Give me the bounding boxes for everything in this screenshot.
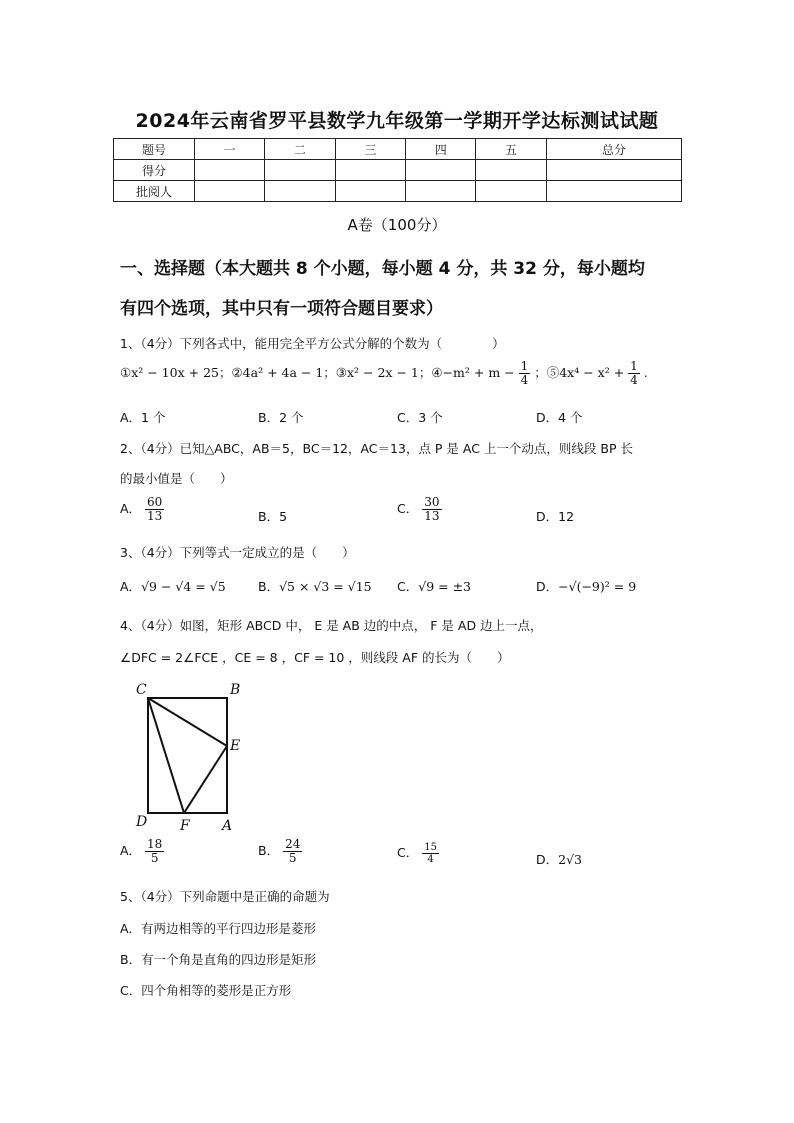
q1-expr1: ①x² − 10x + 25；②4a² + 4a − 1；③x² − 2x − 1；④−m² + m − (120, 365, 515, 381)
q2-stem-line1: 2、（4分）已知△ABC，AB＝5，BC＝12，AC＝13，点 P 是 AC 上一个动点，则线段 BP 长 (120, 441, 633, 456)
reviewer-cell[interactable] (476, 181, 546, 202)
part1-heading-line1: 一、选择题（本大题共 8 个小题，每小题 4 分，共 32 分，每小题均 (120, 259, 645, 279)
q3-option-b[interactable]: B．√5 × √3 = √15 (258, 579, 372, 594)
q1-option-d[interactable]: D．4 个 (536, 410, 583, 425)
label-a: A (222, 818, 233, 833)
score-cell[interactable] (406, 160, 476, 181)
q4-option-d[interactable]: D．2√3 (536, 852, 583, 867)
rectangle-figure (132, 678, 262, 833)
q5-option-c[interactable]: C．四个角相等的菱形是正方形 (120, 983, 292, 998)
header-cell: 五 (476, 139, 546, 160)
q4-stem-line1: 4、（4分）如图，矩形 ABCD 中， E 是 AB 边的中点， F 是 AD 边上一点， (120, 618, 543, 633)
reviewer-row (114, 181, 682, 202)
q3-option-d[interactable]: D．−√(−9)² = 9 (536, 579, 637, 594)
q4-option-b[interactable]: B． $\frac{24}{5}$ (258, 837, 301, 866)
header-cell: 一 (195, 139, 265, 160)
reviewer-cell[interactable] (195, 181, 265, 202)
score-cell[interactable] (335, 160, 405, 181)
reviewer-cell[interactable] (335, 181, 405, 202)
segment-cf (148, 698, 184, 813)
header-cell: 总分 (546, 139, 681, 160)
header-cell: 四 (406, 139, 476, 160)
part1-heading-line2: 有四个选项，其中只有一项符合题目要求） (120, 299, 443, 319)
q2-option-b[interactable]: B．5 (258, 509, 288, 524)
row-label: 得分 (114, 160, 195, 181)
score-table (113, 138, 682, 202)
row-label: 批阅人 (114, 181, 195, 202)
reviewer-cell[interactable] (546, 181, 681, 202)
q4-option-a[interactable]: A． $\frac{18}{5}$ (120, 837, 163, 866)
q1-stem: 1、（4分）下列各式中，能用完全平方公式分解的个数为（ ） (120, 336, 505, 351)
q5-stem: 5、（4分）下列命题中是正确的命题为 (120, 889, 330, 904)
q3-option-a[interactable]: A．√9 − √4 = √5 (120, 579, 226, 594)
q1-option-b[interactable]: B．2 个 (258, 410, 304, 425)
label-e: E (230, 738, 241, 754)
header-cell: 三 (335, 139, 405, 160)
score-cell[interactable] (546, 160, 681, 181)
score-cell[interactable] (476, 160, 546, 181)
q3-stem: 3、（4分）下列等式一定成立的是（ ） (120, 545, 355, 560)
label-f: F (180, 818, 190, 833)
section-a-title: A卷（100分） (347, 216, 447, 234)
q1-expr2: ；⑤4x⁴ − x² + (534, 365, 625, 381)
q5-option-b[interactable]: B．有一个角是直角的四边形是矩形 (120, 952, 317, 967)
q2-option-c[interactable]: C． $\frac{30}{13}$ (397, 495, 440, 524)
label-d: D (136, 814, 148, 830)
q2-option-a[interactable]: A． $\frac{60}{13}$ (120, 495, 163, 524)
q2-option-d[interactable]: D．12 (536, 509, 575, 524)
label-b: B (230, 682, 241, 698)
q2-stem-line2: 的最小值是（ ） (120, 471, 233, 486)
q5-option-a[interactable]: A．有两边相等的平行四边形是菱形 (120, 921, 317, 936)
q4-stem-line2: ∠DFC = 2∠FCE ，CE = 8 ，CF = 10 ，则线段 AF 的长为（ ） (120, 650, 510, 665)
q4-option-c[interactable]: C． $\frac{15}{4}$ (397, 842, 437, 865)
q1-option-c[interactable]: C．3 个 (397, 410, 443, 425)
score-cell[interactable] (195, 160, 265, 181)
q3-option-c[interactable]: C．√9 = ±3 (397, 579, 471, 594)
q1-frac2: $\frac{1}{4}$ (630, 359, 638, 388)
reviewer-cell[interactable] (406, 181, 476, 202)
score-row (114, 160, 682, 181)
header-cell: 题号 (114, 139, 195, 160)
score-cell[interactable] (265, 160, 335, 181)
q1-option-a[interactable]: A．1 个 (120, 410, 166, 425)
q1-expressions: ①x² − 10x + 25；②4a² + 4a − 1；③x² − 2x − 1；④−m² + m − $\frac{1}{4}$ ；⑤4x⁴ − x² + $\frac{1}{4}$ . (120, 359, 648, 388)
score-table-header-row (114, 139, 682, 160)
exam-title: 2024年云南省罗平县数学九年级第一学期开学达标测试试题 (135, 110, 659, 132)
q1-frac1: $\frac{1}{4}$ (520, 359, 529, 388)
segment-fe (184, 746, 227, 813)
header-cell: 二 (265, 139, 335, 160)
label-c: C (136, 682, 147, 698)
rectangle-abcd (148, 698, 227, 813)
reviewer-cell[interactable] (265, 181, 335, 202)
